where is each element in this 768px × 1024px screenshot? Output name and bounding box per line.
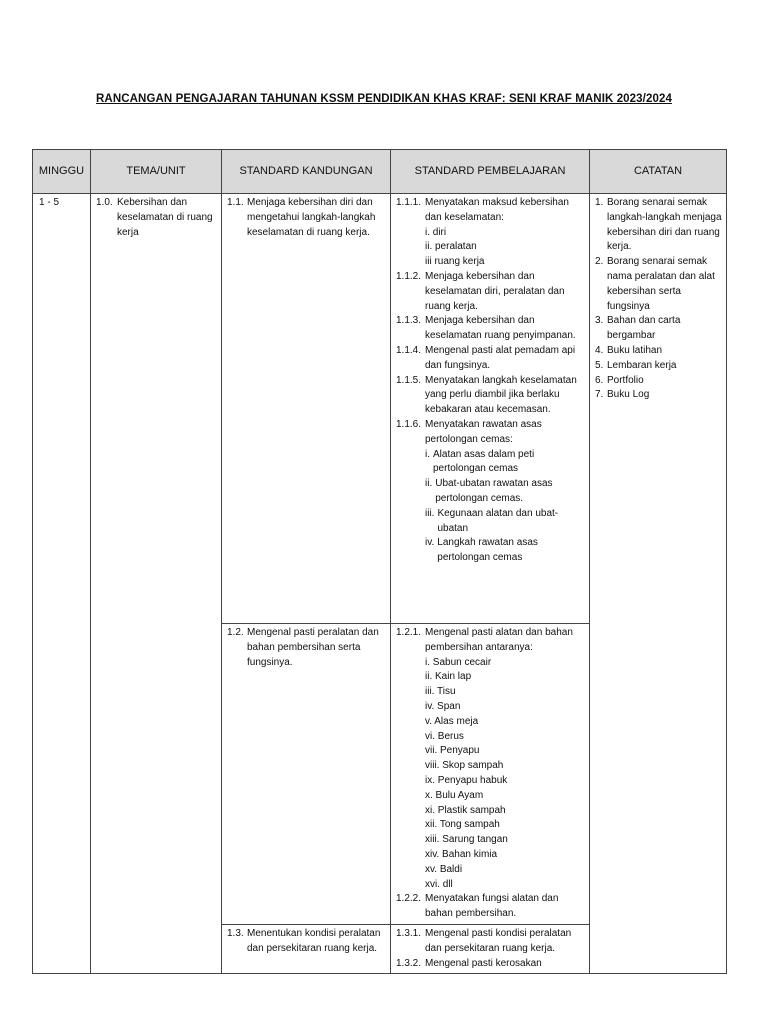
sk-number: 1.1. <box>227 197 244 208</box>
catatan-text: Borang senarai semak langkah-langkah menjaga kebersihan diri dan ruang kerja. <box>607 197 722 253</box>
sp-sub-item: xv. Baldi <box>425 863 463 875</box>
sp-text: Mengenal pasti alat pemadam api dan fungsinya. <box>425 344 576 371</box>
catatan-text: Portfolio <box>607 374 644 386</box>
sp-item <box>396 957 585 972</box>
sp-item <box>396 196 585 226</box>
sp-item <box>396 626 585 656</box>
catatan-text: Buku latihan <box>607 344 663 356</box>
sp-number: 1.1.3. <box>396 315 422 327</box>
minggu-cell: 1 - 5 <box>33 194 91 974</box>
sp-sub-item: ii. Kain lap <box>425 671 472 683</box>
sp-number: 1.1.1. <box>396 197 422 208</box>
sk-text: Menentukan kondisi peralatan dan persekitaran ruang kerja. <box>247 927 381 954</box>
sp-sub-item: iii ruang kerja <box>425 256 485 268</box>
standard-kandungan-cell <box>222 194 391 624</box>
catatan-item <box>595 359 722 374</box>
sp-sub-item: iv. Span <box>425 700 461 712</box>
sp-sub-item: viii. Skop sampah <box>425 760 504 772</box>
standard-kandungan-cell <box>222 624 391 925</box>
catatan-number: 7. <box>595 389 604 401</box>
sp-item <box>396 314 585 344</box>
standard-pembelajaran-cell <box>391 624 590 925</box>
catatan-text: Buku Log <box>607 389 650 401</box>
sk-number: 1.3. <box>227 927 244 939</box>
sp-text: Menyatakan langkah keselamatan yang perlu diambil jika berlaku kebakaran atau kecemasan. <box>425 374 577 416</box>
sp-sub-item <box>425 477 585 507</box>
sp-item <box>396 927 585 957</box>
sp-sub-item: v. Alas meja <box>425 715 479 727</box>
sp-item <box>396 892 585 922</box>
table-header-row <box>33 150 727 194</box>
sp-sub-item: x. Bulu Ayam <box>425 789 484 801</box>
sp-sub-text: Kegunaan alatan dan ubat-ubatan <box>437 507 559 534</box>
table-row <box>33 194 727 624</box>
catatan-item <box>595 196 722 255</box>
sp-sub-item: i. diri <box>425 226 447 238</box>
sp-item <box>396 344 585 374</box>
tema-text: Kebersihan dan keselamatan di ruang kerja <box>117 197 213 238</box>
sp-sub-text: Ubat-ubatan rawatan asas pertolongan cemas. <box>435 478 553 504</box>
sp-text: Menyatakan fungsi alatan dan bahan pembersihan. <box>425 893 559 920</box>
sp-sub-item: vi. Berus <box>425 730 464 742</box>
catatan-number: 1. <box>595 197 604 208</box>
sp-text: Menyatakan maksud kebersihan dan keselamatan: <box>425 197 569 223</box>
sp-number: 1.3.1. <box>396 927 422 939</box>
sp-number: 1.1.4. <box>396 344 422 356</box>
sp-sub-item: xi. Plastik sampah <box>425 804 506 816</box>
document-title: RANCANGAN PENGAJARAN TAHUNAN KSSM PENDIDIKAN KHAS KRAF: SENI KRAF MANIK 2023/2024 <box>96 93 672 105</box>
sp-sub-text: Langkah rawatan asas pertolongan cemas <box>437 537 538 564</box>
header-standard-kandungan: STANDARD KANDUNGAN <box>222 150 391 194</box>
header-catatan: CATATAN <box>590 150 727 194</box>
sk-text: Mengenal pasti peralatan dan bahan pembersihan serta fungsinya. <box>247 627 379 668</box>
lesson-plan-table <box>32 149 727 974</box>
standard-pembelajaran-cell <box>391 924 590 973</box>
sp-sub-item: ix. Penyapu habuk <box>425 774 508 786</box>
catatan-item <box>595 344 722 359</box>
catatan-text: Borang senarai semak nama peralatan dan alat kebersihan serta fungsinya <box>607 256 715 312</box>
sk-text: Menjaga kebersihan diri dan mengetahui langkah-langkah keselamatan di ruang kerja. <box>247 197 376 238</box>
tema-number: 1.0. <box>96 197 113 208</box>
sp-sub-number: iv. <box>425 537 435 549</box>
sp-sub-item: xvi. dll <box>425 878 453 890</box>
sp-sub-item <box>425 448 585 478</box>
catatan-number: 2. <box>595 256 604 268</box>
sp-sub-item <box>425 536 585 566</box>
sp-sub-item: xiii. Sarung tangan <box>425 834 508 846</box>
standard-kandungan-cell <box>222 924 391 973</box>
header-tema-unit: TEMA/UNIT <box>91 150 222 194</box>
catatan-number: 4. <box>595 344 604 356</box>
sp-item <box>396 418 585 448</box>
sp-number: 1.1.2. <box>396 270 422 282</box>
catatan-number: 5. <box>595 359 604 371</box>
catatan-cell <box>590 194 727 974</box>
sp-text: Mengenal pasti kerosakan <box>425 957 542 969</box>
sp-text: Mengenal pasti alatan dan bahan pembersihan antaranya: <box>425 627 573 653</box>
catatan-text: Bahan dan carta bergambar <box>607 315 681 342</box>
header-standard-pembelajaran: STANDARD PEMBELAJARAN <box>391 150 590 194</box>
sp-sub-item: i. Sabun cecair <box>425 656 492 668</box>
catatan-number: 3. <box>595 315 604 327</box>
sp-number: 1.3.2. <box>396 957 422 969</box>
sp-number: 1.2.2. <box>396 893 422 905</box>
sp-item <box>396 270 585 314</box>
catatan-item <box>595 374 722 389</box>
sp-sub-number: iii. <box>425 507 435 519</box>
header-minggu: MINGGU <box>33 150 91 194</box>
sk-number: 1.2. <box>227 627 244 638</box>
sp-number: 1.2.1. <box>396 627 422 638</box>
sp-number: 1.1.6. <box>396 418 422 430</box>
sp-text: Menjaga kebersihan dan keselamatan diri, peralatan dan ruang kerja. <box>425 270 565 312</box>
tema-cell <box>91 194 222 974</box>
sp-text: Mengenal pasti kondisi peralatan dan persekitaran ruang kerja. <box>425 927 572 954</box>
sp-sub-item: xii. Tong sampah <box>425 819 500 831</box>
sp-sub-item: xiv. Bahan kimia <box>425 848 498 860</box>
standard-pembelajaran-cell <box>391 194 590 624</box>
catatan-item <box>595 255 722 314</box>
sp-item <box>396 374 585 418</box>
sp-sub-number: i. <box>425 448 430 460</box>
sp-sub-text: Alatan asas dalam peti pertolongan cemas <box>433 448 535 475</box>
catatan-item <box>595 314 722 344</box>
catatan-item <box>595 388 722 403</box>
catatan-text: Lembaran kerja <box>607 359 677 371</box>
sp-sub-number: ii. <box>425 478 433 490</box>
sp-number: 1.1.5. <box>396 374 422 386</box>
catatan-number: 6. <box>595 374 604 386</box>
sp-text: Menyatakan rawatan asas pertolongan cemas: <box>425 418 542 445</box>
sp-sub-item: iii. Tisu <box>425 686 456 698</box>
sp-sub-item: vii. Penyapu <box>425 745 480 757</box>
sp-sub-item: ii. peralatan <box>425 241 477 253</box>
sp-text: Menjaga kebersihan dan keselamatan ruang penyimpanan. <box>425 315 576 342</box>
sp-sub-item <box>425 507 585 537</box>
